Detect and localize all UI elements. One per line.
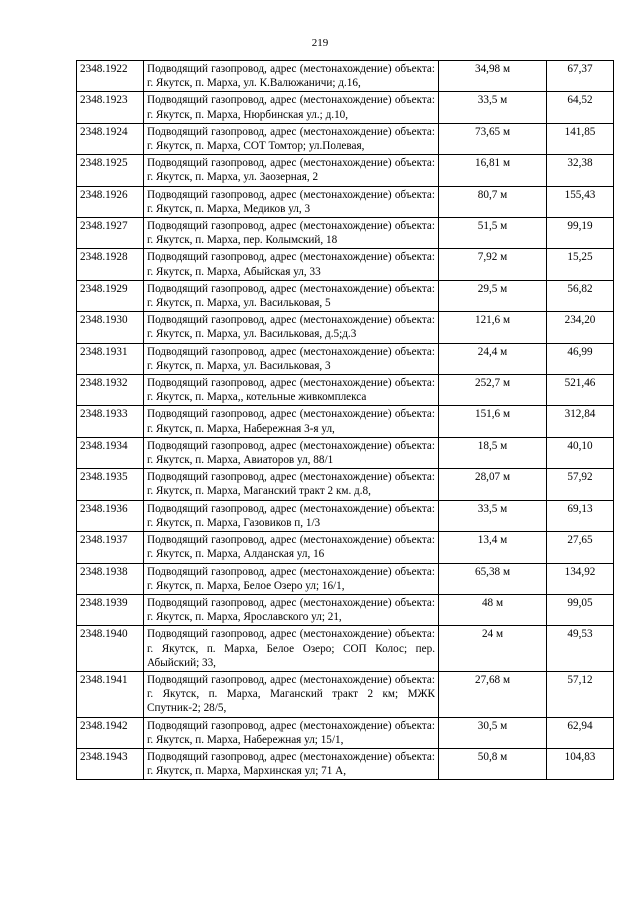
row-description-cell: Подводящий газопровод, адрес (местонахождение) объекта: г. Якутск, п. Марха, СОТ Томтор; ул.Полевая, (144, 123, 439, 154)
row-value-cell: 155,43 (547, 186, 614, 217)
row-value-cell: 15,25 (547, 249, 614, 280)
row-value-cell: 521,46 (547, 375, 614, 406)
registry-table-body (77, 61, 614, 780)
row-number-cell: 2348.1939 (77, 594, 144, 625)
row-value-cell: 56,82 (547, 280, 614, 311)
row-number-cell: 2348.1940 (77, 626, 144, 672)
row-description-cell: Подводящий газопровод, адрес (местонахождение) объекта: г. Якутск, п. Марха, Медиков ул, 3 (144, 186, 439, 217)
row-description-cell: Подводящий газопровод, адрес (местонахождение) объекта: г. Якутск, п. Марха, ул. Васильковая, 5 (144, 280, 439, 311)
row-value-cell: 312,84 (547, 406, 614, 437)
row-number-cell: 2348.1923 (77, 92, 144, 123)
table-row (77, 748, 614, 779)
row-value-cell: 40,10 (547, 437, 614, 468)
row-number-cell: 2348.1926 (77, 186, 144, 217)
row-description-cell: Подводящий газопровод, адрес (местонахождение) объекта: г. Якутск, п. Марха, Набережная ул; 15/1, (144, 717, 439, 748)
row-value-cell: 99,05 (547, 594, 614, 625)
table-row (77, 280, 614, 311)
row-value-cell: 64,52 (547, 92, 614, 123)
row-description-cell: Подводящий газопровод, адрес (местонахождение) объекта: г. Якутск, п. Марха, пер. Колымский, 18 (144, 218, 439, 249)
row-description-cell: Подводящий газопровод, адрес (местонахождение) объекта: г. Якутск, п. Марха, ул. Васильковая, д.5;д.3 (144, 312, 439, 343)
row-length-cell: 34,98 м (439, 61, 547, 92)
row-length-cell: 13,4 м (439, 532, 547, 563)
row-length-cell: 121,6 м (439, 312, 547, 343)
row-number-cell: 2348.1925 (77, 155, 144, 186)
row-number-cell: 2348.1930 (77, 312, 144, 343)
row-description-cell: Подводящий газопровод, адрес (местонахождение) объекта: г. Якутск, п. Марха, ул. Заозерная, 2 (144, 155, 439, 186)
row-description-cell: Подводящий газопровод, адрес (местонахождение) объекта: г. Якутск, п. Марха, Маганский тракт 2 км; МЖК Спутник-2; 28/5, (144, 671, 439, 717)
table-row (77, 532, 614, 563)
row-value-cell: 27,65 (547, 532, 614, 563)
row-number-cell: 2348.1935 (77, 469, 144, 500)
row-description-cell: Подводящий газопровод, адрес (местонахождение) объекта: г. Якутск, п. Марха, Абыйская ул, 33 (144, 249, 439, 280)
table-row (77, 469, 614, 500)
table-row (77, 563, 614, 594)
row-length-cell: 16,81 м (439, 155, 547, 186)
row-description-cell: Подводящий газопровод, адрес (местонахождение) объекта: г. Якутск, п. Марха, ул. К.Валюжаничи; д.16, (144, 61, 439, 92)
row-number-cell: 2348.1941 (77, 671, 144, 717)
row-number-cell: 2348.1936 (77, 500, 144, 531)
row-description-cell: Подводящий газопровод, адрес (местонахождение) объекта: г. Якутск, п. Марха, Набережная 3-я ул, (144, 406, 439, 437)
table-row (77, 92, 614, 123)
row-description-cell: Подводящий газопровод, адрес (местонахождение) объекта: г. Якутск, п. Марха, Маганский тракт 2 км. д.8, (144, 469, 439, 500)
row-length-cell: 65,38 м (439, 563, 547, 594)
table-row (77, 343, 614, 374)
table-row (77, 375, 614, 406)
row-number-cell: 2348.1922 (77, 61, 144, 92)
table-row (77, 249, 614, 280)
table-row (77, 437, 614, 468)
table-row (77, 717, 614, 748)
row-length-cell: 7,92 м (439, 249, 547, 280)
row-number-cell: 2348.1928 (77, 249, 144, 280)
table-row (77, 155, 614, 186)
registry-table (76, 60, 614, 780)
row-length-cell: 27,68 м (439, 671, 547, 717)
row-length-cell: 18,5 м (439, 437, 547, 468)
row-description-cell: Подводящий газопровод, адрес (местонахождение) объекта: г. Якутск, п. Марха, Белое Озеро; СОП Колос; пер. Абыйский; 33, (144, 626, 439, 672)
row-length-cell: 28,07 м (439, 469, 547, 500)
row-number-cell: 2348.1931 (77, 343, 144, 374)
row-description-cell: Подводящий газопровод, адрес (местонахождение) объекта: г. Якутск, п. Марха, ул. Васильковая, 3 (144, 343, 439, 374)
row-value-cell: 234,20 (547, 312, 614, 343)
row-number-cell: 2348.1938 (77, 563, 144, 594)
row-value-cell: 57,12 (547, 671, 614, 717)
row-description-cell: Подводящий газопровод, адрес (местонахождение) объекта: г. Якутск, п. Марха, Алданская ул, 16 (144, 532, 439, 563)
row-length-cell: 29,5 м (439, 280, 547, 311)
row-description-cell: Подводящий газопровод, адрес (местонахождение) объекта: г. Якутск, п. Марха, Нюрбинская ул.; д.10, (144, 92, 439, 123)
row-number-cell: 2348.1934 (77, 437, 144, 468)
row-value-cell: 62,94 (547, 717, 614, 748)
row-description-cell: Подводящий газопровод, адрес (местонахождение) объекта: г. Якутск, п. Марха, Ярославского ул; 21, (144, 594, 439, 625)
row-length-cell: 252,7 м (439, 375, 547, 406)
row-length-cell: 73,65 м (439, 123, 547, 154)
row-number-cell: 2348.1937 (77, 532, 144, 563)
table-row (77, 500, 614, 531)
row-length-cell: 33,5 м (439, 92, 547, 123)
row-number-cell: 2348.1929 (77, 280, 144, 311)
row-length-cell: 80,7 м (439, 186, 547, 217)
table-row (77, 594, 614, 625)
row-number-cell: 2348.1933 (77, 406, 144, 437)
table-row (77, 406, 614, 437)
row-length-cell: 33,5 м (439, 500, 547, 531)
row-number-cell: 2348.1943 (77, 748, 144, 779)
row-value-cell: 67,37 (547, 61, 614, 92)
row-description-cell: Подводящий газопровод, адрес (местонахождение) объекта: г. Якутск, п. Марха,, котельные живкомплекса (144, 375, 439, 406)
table-row (77, 671, 614, 717)
page-number: 219 (311, 37, 329, 49)
row-value-cell: 99,19 (547, 218, 614, 249)
row-description-cell: Подводящий газопровод, адрес (местонахождение) объекта: г. Якутск, п. Марха, Авиаторов ул, 88/1 (144, 437, 439, 468)
row-value-cell: 32,38 (547, 155, 614, 186)
row-value-cell: 141,85 (547, 123, 614, 154)
row-length-cell: 151,6 м (439, 406, 547, 437)
row-value-cell: 49,53 (547, 626, 614, 672)
row-description-cell: Подводящий газопровод, адрес (местонахождение) объекта: г. Якутск, п. Марха, Белое Озеро ул; 16/1, (144, 563, 439, 594)
row-value-cell: 104,83 (547, 748, 614, 779)
table-row (77, 61, 614, 92)
row-number-cell: 2348.1927 (77, 218, 144, 249)
row-length-cell: 24,4 м (439, 343, 547, 374)
row-number-cell: 2348.1932 (77, 375, 144, 406)
table-row (77, 626, 614, 672)
row-length-cell: 51,5 м (439, 218, 547, 249)
table-row (77, 186, 614, 217)
table-row (77, 218, 614, 249)
row-value-cell: 134,92 (547, 563, 614, 594)
row-description-cell: Подводящий газопровод, адрес (местонахождение) объекта: г. Якутск, п. Марха, Газовиков п, 1/3 (144, 500, 439, 531)
row-length-cell: 50,8 м (439, 748, 547, 779)
row-description-cell: Подводящий газопровод, адрес (местонахождение) объекта: г. Якутск, п. Марха, Мархинская ул; 71 А, (144, 748, 439, 779)
table-row (77, 312, 614, 343)
row-length-cell: 48 м (439, 594, 547, 625)
row-number-cell: 2348.1924 (77, 123, 144, 154)
row-number-cell: 2348.1942 (77, 717, 144, 748)
row-length-cell: 24 м (439, 626, 547, 672)
row-value-cell: 57,92 (547, 469, 614, 500)
table-row (77, 123, 614, 154)
row-value-cell: 69,13 (547, 500, 614, 531)
row-length-cell: 30,5 м (439, 717, 547, 748)
row-value-cell: 46,99 (547, 343, 614, 374)
